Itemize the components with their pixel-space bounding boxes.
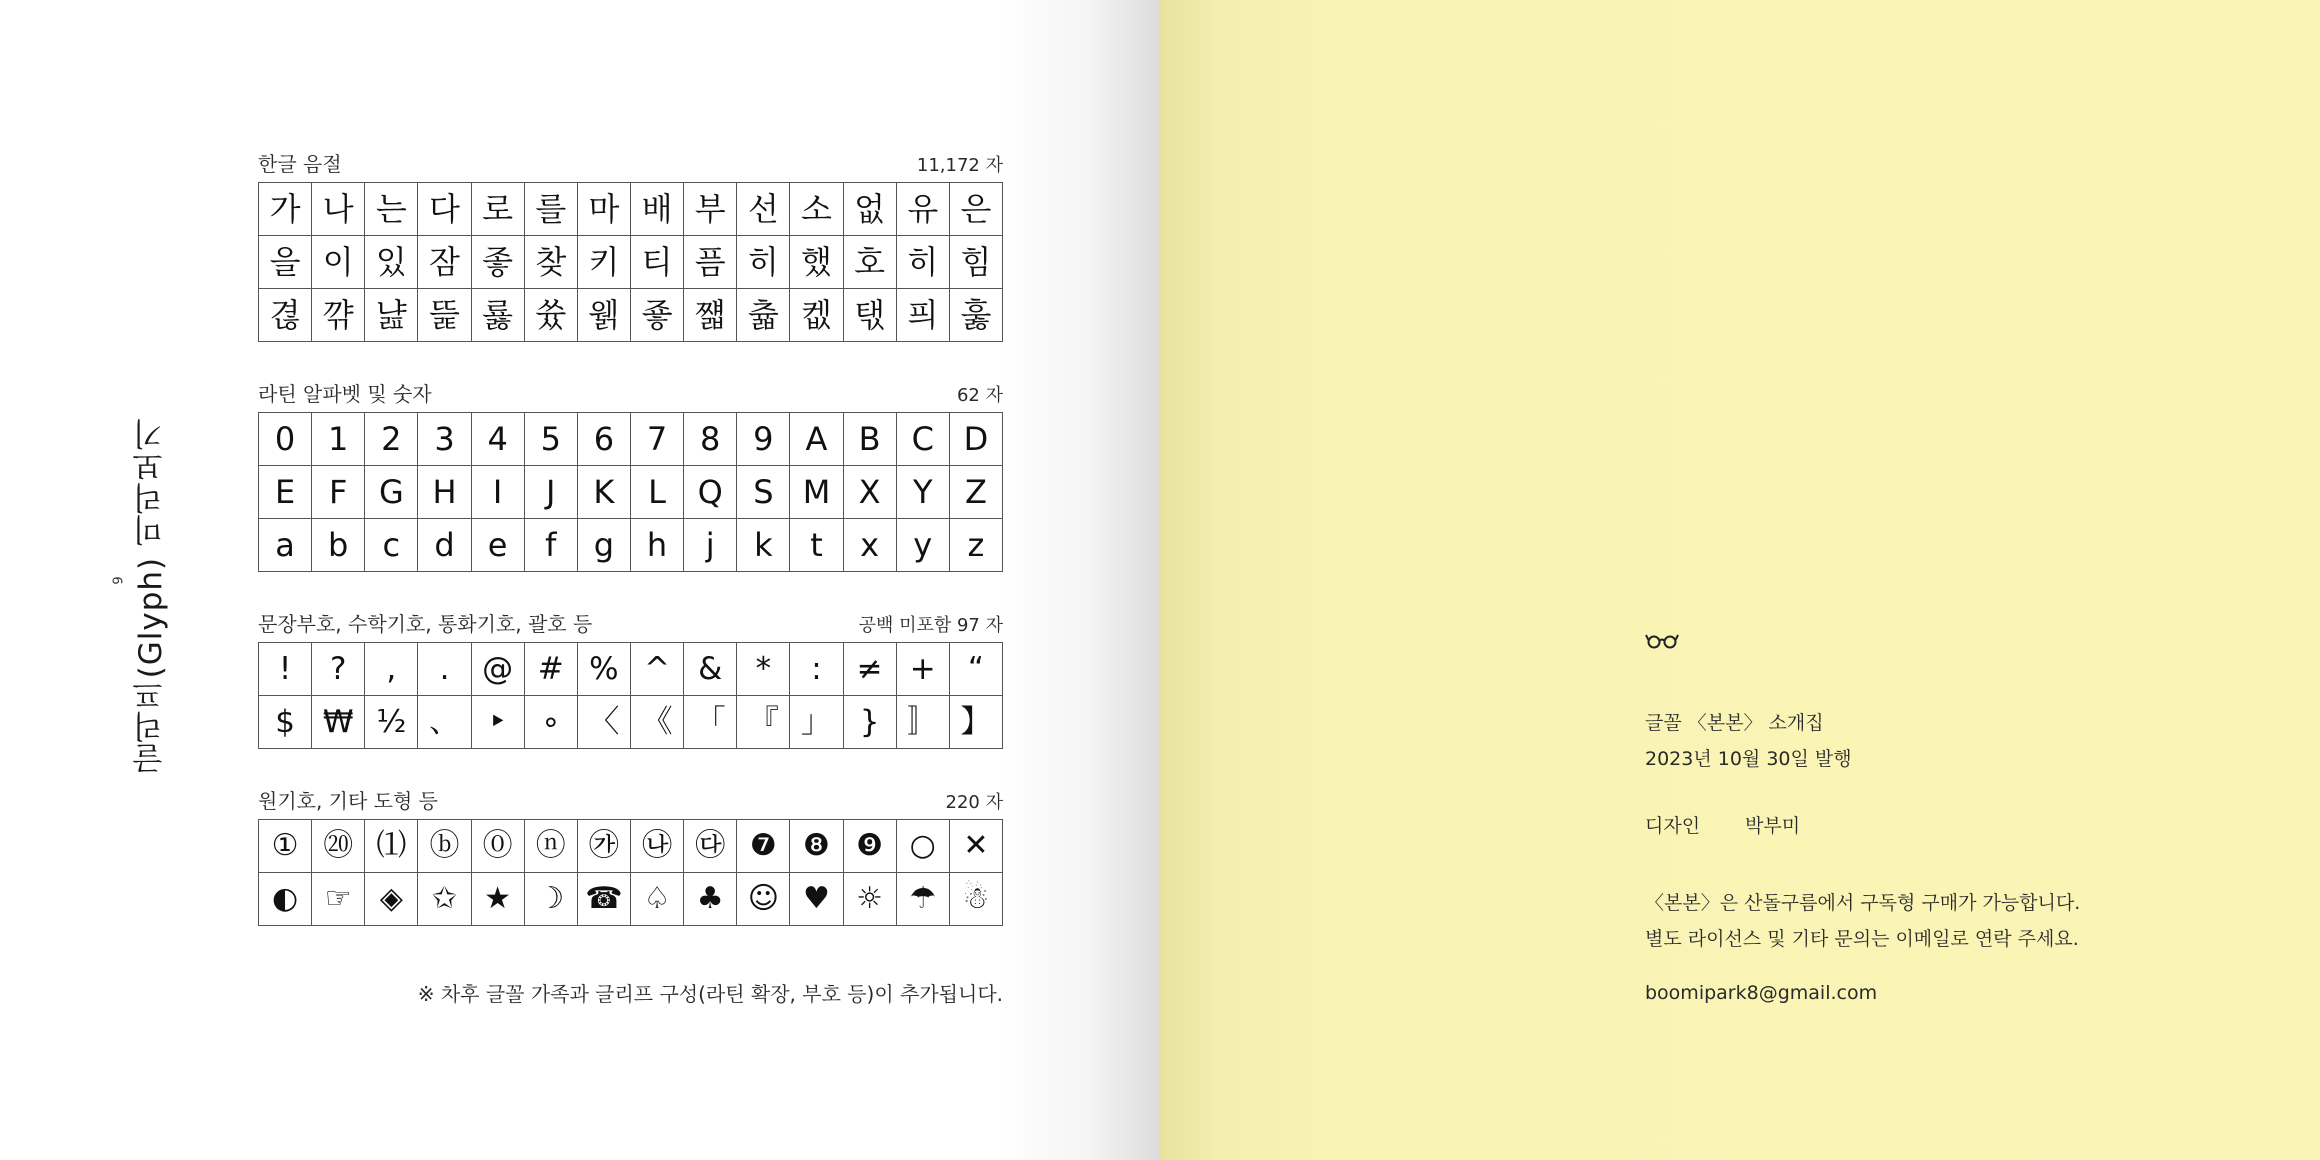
glyph-cell: : [790,643,843,696]
glyph-cell: ≠ [844,643,897,696]
section-count: 11,172 자 [916,155,1003,176]
glyph-cell: ₩ [312,696,365,749]
glyph-cell: f [525,519,578,572]
glyph-cell: 했 [790,236,843,289]
glyph-cell: h [631,519,684,572]
glyph-cell: 1 [312,413,365,466]
glyph-cell: } [844,696,897,749]
latin-section [258,382,1003,572]
section-header [258,152,1003,182]
glyph-cell: & [684,643,737,696]
glyph-cell: ∘ [525,696,578,749]
glyph-cell: 쨻 [684,289,737,342]
glyph-cell: S [737,466,790,519]
section-header [258,382,1003,412]
glyph-cell: Z [950,466,1003,519]
glyph-cell: ☂ [897,873,950,926]
glyph-cell: 픔 [684,236,737,289]
glyph-cell: ◐ [259,873,312,926]
glyph-cell: J [525,466,578,519]
glyph-cell: 꺆 [312,289,365,342]
glyph-cell: j [684,519,737,572]
glyph-cell: ? [312,643,365,696]
glyph-cell: # [525,643,578,696]
glyph-cell: 9 [737,413,790,466]
glyph-cell: 이 [312,236,365,289]
glyph-cell: 5 [525,413,578,466]
glyph-cell: 〛 [897,696,950,749]
glyph-cell: D [950,413,1003,466]
glyph-grid [258,412,1003,572]
glyph-cell: c [365,519,418,572]
glyph-cell: 배 [631,183,684,236]
glyph-grid [258,642,1003,749]
glyph-cell: ㉯ [631,820,684,873]
glyph-cell: Y [897,466,950,519]
glyph-cell: a [259,519,312,572]
glyph-cell: ❽ [790,820,843,873]
glyph-cell: 을 [259,236,312,289]
glyph-cell: ㉮ [578,820,631,873]
glyph-cell: 2 [365,413,418,466]
glyph-cell: . [418,643,471,696]
section-header [258,789,1003,819]
glyph-cell: 겮 [259,289,312,342]
glyph-cell: E [259,466,312,519]
glyph-grid [258,819,1003,926]
glyph-cell: * [737,643,790,696]
glyph-cell: 」 [790,696,843,749]
glyph-cell: 6 [578,413,631,466]
glyph-cell: ⓝ [525,820,578,873]
section-label: 라틴 알파벳 및 숫자 [258,382,432,406]
glyph-cell: 힘 [950,236,1003,289]
glyph-cell: 히 [897,236,950,289]
publication-title: 글꼴 〈본본〉 소개집 [1645,712,1824,734]
glyph-cell: 픠 [897,289,950,342]
glyph-cell: B [844,413,897,466]
glyph-cell: ♣ [684,873,737,926]
glyph-cell: 좋 [472,236,525,289]
glyph-cell: 나 [312,183,365,236]
glyph-cell: ❼ [737,820,790,873]
glyph-cell: 8 [684,413,737,466]
glyph-cell: 《 [631,696,684,749]
glyph-cell: I [472,466,525,519]
glyph-cell: 은 [950,183,1003,236]
glyph-cell: 0 [259,413,312,466]
glyph-cell: ☽ [525,873,578,926]
glyph-cell: ^ [631,643,684,696]
glyph-cell: ½ [365,696,418,749]
glyph-cell: 유 [897,183,950,236]
glyph-cell: ❾ [844,820,897,873]
glyph-cell: @ [472,643,525,696]
glyph-cell: X [844,466,897,519]
glyph-cell: 7 [631,413,684,466]
footnote: ※ 차후 글꼴 가족과 글리프 구성(라틴 확장, 부호 등)이 추가됩니다. [417,982,1003,1006]
glyph-cell: 키 [578,236,631,289]
glyph-cell: H [418,466,471,519]
section-count: 62 자 [956,385,1003,406]
glyph-cell: 소 [790,183,843,236]
designer-name: 박부미 [1745,815,1801,837]
glyph-cell: e [472,519,525,572]
shapes-section [258,789,1003,926]
hangul-section [258,152,1003,342]
glyph-cell: ✩ [418,873,471,926]
glyph-cell: d [418,519,471,572]
glyph-cell: 죻 [631,289,684,342]
glyph-cell: t [790,519,843,572]
glyph-cell: % [578,643,631,696]
glyph-cell: ☃ [950,873,1003,926]
glyph-cell: ⓪ [472,820,525,873]
glyph-cell: 룛 [472,289,525,342]
glyph-cell: x [844,519,897,572]
glyph-cell: y [897,519,950,572]
glyph-cell: 다 [418,183,471,236]
page-title: 글리프(Glyph) 미리보기 [133,418,169,775]
glyph-cell: 탟 [844,289,897,342]
glyph-cell: g [578,519,631,572]
glyph-cell: ☺ [737,873,790,926]
page-number: 9 [111,576,127,585]
glyph-cell: b [312,519,365,572]
glyph-cell: ⑳ [312,820,365,873]
glyph-cell: 「 [684,696,737,749]
glyph-cell: 】 [950,696,1003,749]
glyph-grid [258,182,1003,342]
vertical-title-block [111,418,205,775]
glyph-cell: A [790,413,843,466]
glyph-cell: L [631,466,684,519]
glyph-cell: 는 [365,183,418,236]
glyph-cell: 냞 [365,289,418,342]
glyph-cell: “ [950,643,1003,696]
glyph-cell: ★ [472,873,525,926]
glyph-cell: 4 [472,413,525,466]
glyph-cell: 츏 [737,289,790,342]
glyph-cell: z [950,519,1003,572]
glyph-cell: 호 [844,236,897,289]
glyph-cell: ① [259,820,312,873]
glyph-cell: ⑴ [365,820,418,873]
glyph-cell: ♤ [631,873,684,926]
glyph-cell: + [897,643,950,696]
glyph-cell: 켒 [790,289,843,342]
glyph-cell: 를 [525,183,578,236]
email-link[interactable]: boomipark8@gmail.com [1645,982,1878,1004]
glyph-cell: 、 [418,696,471,749]
glyph-cell: 찾 [525,236,578,289]
glyph-cell: 쓨 [525,289,578,342]
glyph-cell: 3 [418,413,471,466]
glyph-cell: ♥ [790,873,843,926]
glyph-cell: ☎ [578,873,631,926]
glasses-icon [1645,626,1679,656]
glyph-cell: ㉰ [684,820,737,873]
section-label: 문장부호, 수학기호, 통화기호, 괄호 등 [258,612,593,636]
section-count: 220 자 [945,792,1003,813]
glyph-cell: 웱 [578,289,631,342]
glyph-cell: C [897,413,950,466]
glyph-cell: Q [684,466,737,519]
glyph-cell: 로 [472,183,525,236]
glyph-cell: K [578,466,631,519]
glyph-cell: ◈ [365,873,418,926]
section-count: 공백 미포함 97 자 [858,615,1003,636]
glyph-cell: 부 [684,183,737,236]
glyph-cell: 티 [631,236,684,289]
glyph-cell: 마 [578,183,631,236]
glyph-cell: ☞ [312,873,365,926]
glyph-cell: ! [259,643,312,696]
glyph-cell: 있 [365,236,418,289]
section-header [258,612,1003,642]
glyph-cell: G [365,466,418,519]
glyph-cell: , [365,643,418,696]
symbols-section [258,612,1003,749]
glyph-cell: 뜵 [418,289,471,342]
publication-date: 2023년 10월 30일 발행 [1645,748,1852,770]
section-label: 원기호, 기타 도형 등 [258,789,438,813]
glyph-cell: 히 [737,236,790,289]
section-label: 한글 음절 [258,152,342,176]
glyph-cell: 잠 [418,236,471,289]
glyph-cell: $ [259,696,312,749]
glyph-cell: 훓 [950,289,1003,342]
glyph-cell: 〈 [578,696,631,749]
glyph-cell: ⓑ [418,820,471,873]
glyph-cell: k [737,519,790,572]
glyph-cell: M [790,466,843,519]
glyph-cell: ☼ [844,873,897,926]
glyph-cell: 가 [259,183,312,236]
designer-label: 디자인 [1645,815,1701,837]
glyph-cell: ✕ [950,820,1003,873]
glyph-cell: ○ [897,820,950,873]
glyph-cell: 없 [844,183,897,236]
license-info: 별도 라이선스 및 기타 문의는 이메일로 연락 주세요. [1645,928,2079,950]
glyph-cell: 선 [737,183,790,236]
glyph-cell: 『 [737,696,790,749]
glyph-cell: F [312,466,365,519]
glyph-cell: ‣ [472,696,525,749]
purchase-info: 〈본본〉은 산돌구름에서 구독형 구매가 가능합니다. [1645,892,2081,914]
